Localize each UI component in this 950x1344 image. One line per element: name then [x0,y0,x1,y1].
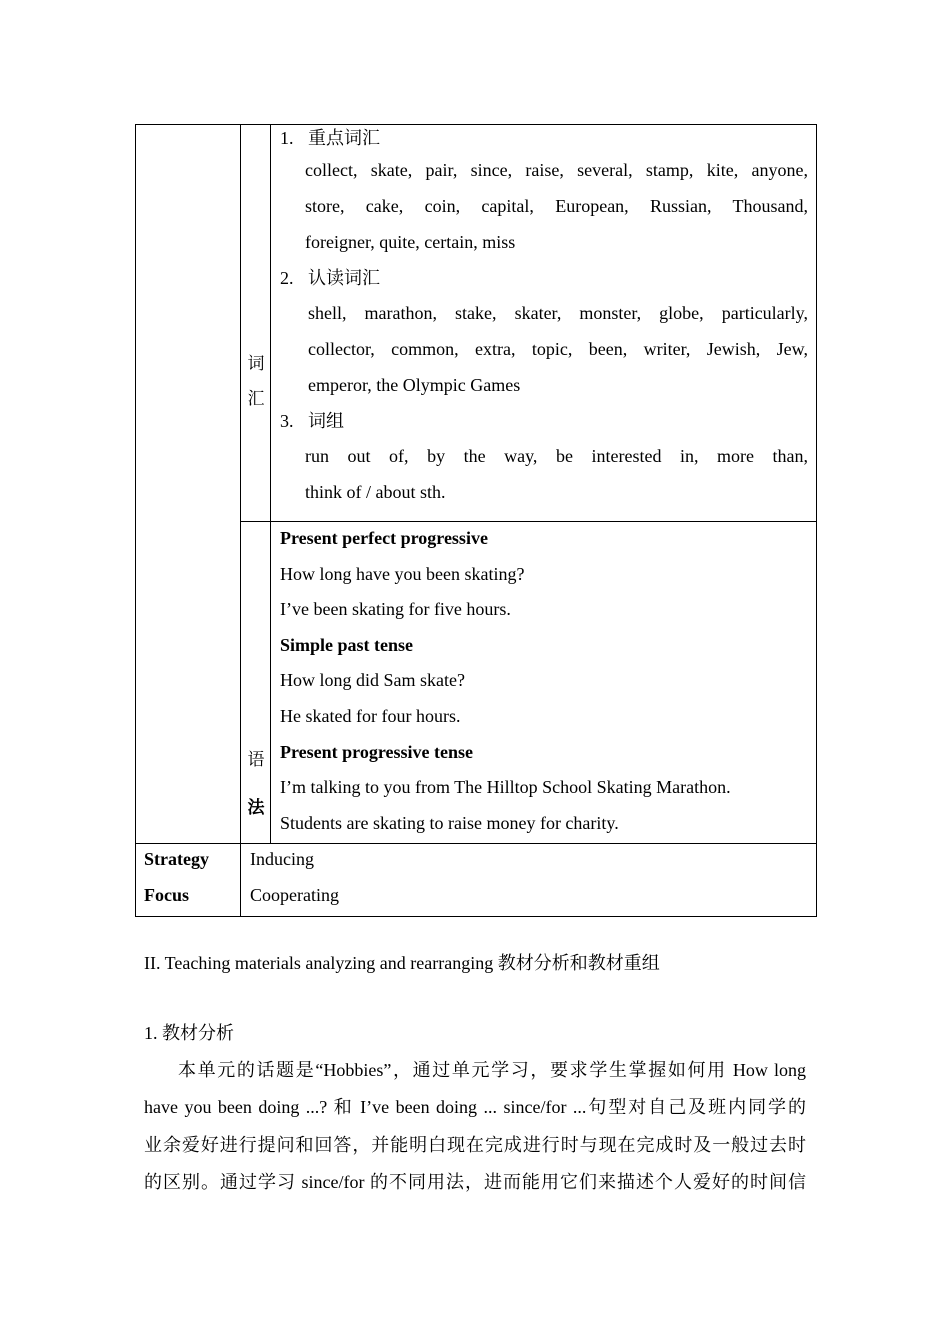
grammar-content [271,522,816,843]
strategy-label-cell [136,844,241,917]
paragraph-line: 本单元的话题是“Hobbies”，通过单元学习，要求学生掌握如何用 How long [178,1060,806,1080]
grammar-heading: Present perfect progressive [280,528,488,548]
paragraph-line: 的区别。通过学习 since/for 的不同用法，进而能用它们来描述个人爱好的时间信 [144,1171,806,1192]
vocab-line: collect, skate, pair, since, raise, several, stamp, kite, anyone, [305,160,808,180]
vocab-content-cell [271,125,817,522]
strategy-row [136,844,817,917]
vocab-line: think of / about sth. [305,482,446,502]
paragraph-line: 业余爱好进行提问和回答，并能明白现在完成进行时与现在完成时及一般过去时 [144,1134,806,1155]
vocab-line: emperor, the Olympic Games [308,375,521,395]
vocab-row [136,125,817,522]
strategy-label-line-1: Strategy [144,849,209,870]
section-title: 重点词汇 [308,128,380,148]
strategy-item: Cooperating [250,885,339,906]
vocab-line: foreigner, quite, certain, miss [305,232,516,252]
grammar-content-cell [271,522,817,844]
subsection-heading: 1. 教材分析 [144,1023,234,1043]
grammar-example: Students are skating to raise money for charity. [280,812,619,833]
grammar-example: I’ve been skating for five hours. [280,599,511,620]
section-title: 认读词汇 [308,268,380,288]
strategy-label-line-2: Focus [144,885,189,906]
vocab-content [271,125,816,513]
grammar-example: How long have you been skating? [280,563,525,584]
grammar-label-char-1: 语 [247,750,265,769]
section-heading: II. Teaching materials analyzing and rearranging 教材分析和教材重组 [144,953,660,973]
section-number: 2. [280,268,294,288]
grammar-example: How long did Sam skate? [280,670,465,691]
vocab-line: collector, common, extra, topic, been, writer, Jewish, Jew, [308,339,808,359]
vocab-section-1-heading [280,125,808,155]
section-number: 1. [280,128,294,148]
strategy-items [241,844,816,916]
section-title: 词组 [308,411,344,431]
strategy-content-cell [241,844,817,917]
vocab-label-char-2: 汇 [247,389,265,408]
lesson-plan-table [135,124,817,917]
vocab-label-cell [241,125,271,522]
strategy-item: Inducing [250,849,314,870]
strategy-label [136,844,240,916]
grammar-example: I’m talking to you from The Hilltop School Skating Marathon. [280,777,731,798]
paragraph-line: have you been doing ...? 和 I’ve been doing ... since/for ...句型对自己及班内同学的 [144,1097,806,1118]
grammar-heading: Simple past tense [280,634,414,655]
section-number: 3. [280,411,294,431]
grammar-heading: Present progressive tense [280,741,473,762]
vocab-label-char-1: 词 [247,354,265,373]
grammar-label-cell [241,522,271,844]
vocab-section-2-heading [280,263,808,298]
vocab-line: store, cake, coin, capital, European, Russian, Thousand, [305,196,808,216]
vocab-line: run out of, by the way, be interested in, more than, [305,446,808,466]
vocab-line: shell, marathon, stake, skater, monster, globe, particularly, [308,303,808,323]
grammar-example: He skated for four hours. [280,705,461,726]
empty-category-cell [136,125,241,844]
grammar-label-char-2: 法 [247,798,265,817]
vocab-section-3-heading [280,406,808,441]
analysis-paragraph [144,1052,806,1201]
